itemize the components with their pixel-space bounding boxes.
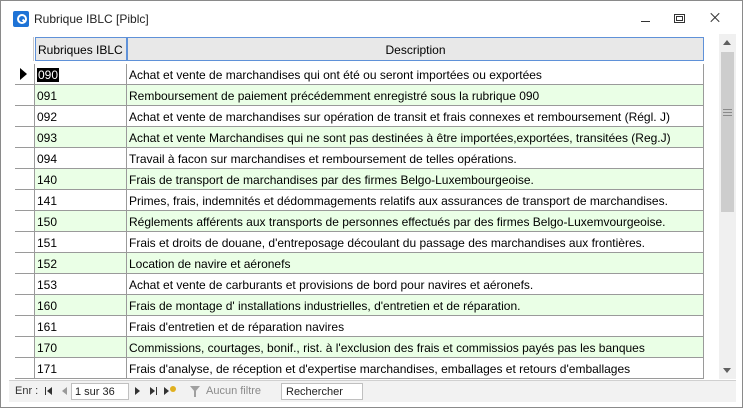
filter-toggle[interactable] <box>189 383 281 400</box>
cell-code[interactable]: 091 <box>35 85 127 105</box>
cell-code[interactable]: 092 <box>35 106 127 126</box>
cell-code[interactable]: 141 <box>35 190 127 210</box>
cell-description[interactable]: Remboursement de paiement précédemment enregistré sous la rubrique 090 <box>127 85 704 105</box>
table-row[interactable] <box>15 106 704 127</box>
row-selector[interactable] <box>15 358 35 378</box>
cell-description[interactable]: Commissions, courtages, bonif., rist. à l'exclusion des frais et commissios payés pas les banques <box>127 337 704 357</box>
cell-description[interactable]: Achat et vente Marchandises qui ne sont pas destinées à être importées,exportées, transitées (Reg.J) <box>127 127 704 147</box>
close-icon[interactable] <box>701 7 729 29</box>
cell-description[interactable]: Frais et droits de douane, d'entreposage découlant du passage des marchandises aux frontières. <box>127 232 704 252</box>
cell-description[interactable]: Travail à facon sur marchandises et remboursement de telles opérations. <box>127 148 704 168</box>
selected-value: 090 <box>38 68 59 82</box>
cell-code[interactable]: 093 <box>35 127 127 147</box>
table-row[interactable] <box>15 211 704 232</box>
table-row[interactable] <box>15 337 704 358</box>
cell-code[interactable]: 161 <box>35 316 127 336</box>
cell-description[interactable]: Achat et vente de marchandises sur opération de transit et frais connexes et remboursement (Régl. J) <box>127 106 704 126</box>
table-row[interactable] <box>15 190 704 211</box>
first-record-icon[interactable] <box>42 384 56 398</box>
minimize-icon[interactable] <box>631 7 659 29</box>
restore-icon[interactable] <box>665 7 693 29</box>
new-record-icon[interactable] <box>162 384 176 398</box>
cell-code[interactable]: 150 <box>35 211 127 231</box>
previous-record-icon[interactable] <box>57 384 71 398</box>
table-row[interactable] <box>15 316 704 337</box>
row-selector[interactable] <box>15 106 35 126</box>
grid-rows <box>15 64 704 379</box>
row-selector[interactable] <box>15 274 35 294</box>
table-row[interactable] <box>15 64 704 85</box>
cell-code[interactable]: 171 <box>35 358 127 378</box>
table-row[interactable] <box>15 274 704 295</box>
cell-description[interactable]: Achat et vente de carburants et provisions de bord pour navires et aéronefs. <box>127 274 704 294</box>
cell-code[interactable]: 094 <box>35 148 127 168</box>
datasheet-grid <box>9 34 719 379</box>
table-row[interactable] <box>15 85 704 106</box>
cell-description[interactable]: Frais d'analyse, de réception et d'expertise marchandises, emballages et retours d'emballages <box>127 358 704 378</box>
search-field[interactable]: Rechercher <box>281 383 363 400</box>
cell-description[interactable]: Frais de transport de marchandises par des firmes Belgo-Luxembourgeoise. <box>127 169 704 189</box>
cell-code[interactable]: 160 <box>35 295 127 315</box>
row-selector[interactable] <box>15 148 35 168</box>
scroll-up-icon[interactable] <box>719 34 736 51</box>
table-row[interactable] <box>15 169 704 190</box>
next-record-icon[interactable] <box>130 384 144 398</box>
cell-code[interactable]: 140 <box>35 169 127 189</box>
last-record-icon[interactable] <box>146 384 160 398</box>
cell-description[interactable]: Réglements afférents aux transports de personnes effectués par des firmes Belgo-Luxemvourgeoise. <box>127 211 704 231</box>
cell-description[interactable]: Frais de montage d' installations industrielles, d'entretien et de réparation. <box>127 295 704 315</box>
app-icon <box>13 11 29 27</box>
row-selector[interactable] <box>15 295 35 315</box>
cell-description[interactable]: Frais d'entretien et de réparation navires <box>127 316 704 336</box>
table-row[interactable] <box>15 232 704 253</box>
row-selector[interactable] <box>15 337 35 357</box>
header-select-all[interactable] <box>15 37 34 61</box>
cell-description[interactable]: Achat et vente de marchandises qui ont été ou seront importées ou exportées <box>127 64 704 84</box>
cell-code[interactable]: 152 <box>35 253 127 273</box>
row-selector[interactable] <box>15 316 35 336</box>
record-navigation-bar <box>9 380 736 402</box>
table-row[interactable] <box>15 127 704 148</box>
filter-icon <box>189 386 201 398</box>
cell-code[interactable] <box>35 64 127 84</box>
row-selector[interactable] <box>15 253 35 273</box>
split-handle-icon[interactable] <box>719 106 736 120</box>
column-header-description[interactable]: Description <box>127 37 704 61</box>
window-title: Rubrique IBLC [Piblc] <box>34 12 149 26</box>
row-selector[interactable] <box>15 190 35 210</box>
table-row[interactable] <box>15 253 704 274</box>
table-row[interactable] <box>15 358 704 379</box>
row-selector[interactable] <box>15 232 35 252</box>
title-bar <box>1 1 742 33</box>
cell-code[interactable]: 151 <box>35 232 127 252</box>
cell-code[interactable]: 153 <box>35 274 127 294</box>
table-row[interactable] <box>15 148 704 169</box>
record-label: Enr : <box>15 385 39 397</box>
cell-description[interactable]: Primes, frais, indemnités et dédommagements relatifs aux assurances de transport de marchandises. <box>127 190 704 210</box>
filter-label: Aucun filtre <box>206 385 262 397</box>
current-record-field[interactable]: 1 sur 36 <box>71 383 129 400</box>
current-record-arrow-icon[interactable] <box>15 64 35 84</box>
table-row[interactable] <box>15 295 704 316</box>
scroll-thumb[interactable] <box>721 52 734 212</box>
cell-description[interactable]: Location de navire et aéronefs <box>127 253 704 273</box>
column-header-code[interactable]: Rubriques IBLC <box>35 37 127 61</box>
row-selector[interactable] <box>15 85 35 105</box>
row-selector[interactable] <box>15 211 35 231</box>
vertical-scrollbar[interactable] <box>719 34 736 379</box>
row-selector[interactable] <box>15 169 35 189</box>
scroll-down-icon[interactable] <box>719 362 736 379</box>
cell-code[interactable]: 170 <box>35 337 127 357</box>
row-selector[interactable] <box>15 127 35 147</box>
